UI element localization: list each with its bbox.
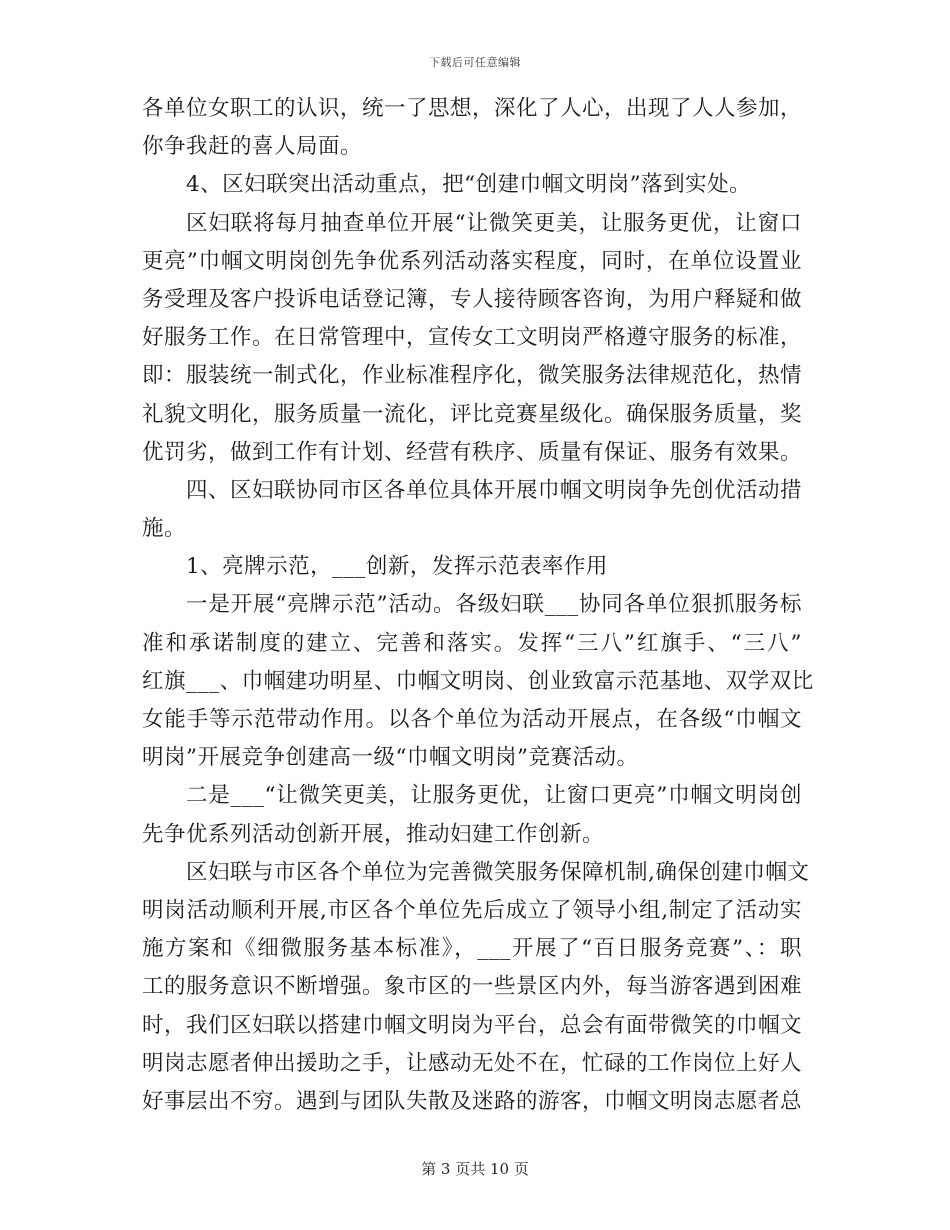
text-line: 4、区妇联突出活动重点，把“创建巾帼文明岗”落到实处。 bbox=[186, 172, 752, 198]
text-line: 一是开展“亮牌示范”活动。各级妇联___协同各单位狠抓服务标 bbox=[186, 592, 802, 618]
text-line: 礼貌文明化，服务质量一流化，评比竞赛星级化。确保服务质量，奖 bbox=[142, 401, 803, 427]
text-line: 务受理及客户投诉电话登记簿，专人接待顾客咨询，为用户释疑和做 bbox=[142, 286, 803, 312]
text-line: 四、区妇联协同市区各单位具体开展巾帼文明岗争先创优活动措 bbox=[186, 477, 803, 503]
text-line: 各单位女职工的认识，统一了思想，深化了人心，出现了人人参加， bbox=[142, 96, 803, 121]
text-line: 明岗活动顺利开展,市区各个单位先后成立了领导小组,制定了活动实 bbox=[142, 897, 802, 923]
text-line: 准和承诺制度的建立、完善和落实。发挥“三八”红旗手、“三八” bbox=[142, 630, 802, 656]
text-line: 红旗___、巾帼建功明星、巾帼文明岗、创业致富示范基地、双学双比 bbox=[142, 668, 814, 694]
text-line: 明岗”开展竞争创建高一级“巾帼文明岗”竞赛活动。 bbox=[142, 745, 639, 771]
text-line: 你争我赶的喜人局面。 bbox=[142, 134, 363, 160]
text-line: 区妇联将每月抽查单位开展“让微笑更美，让服务更优，让窗口 bbox=[186, 210, 802, 236]
header-note: 下载后可任意编辑 bbox=[429, 56, 521, 69]
page-number: 第 3 页共 10 页 bbox=[421, 1160, 529, 1178]
text-line: 1、亮牌示范，___创新，发挥示范表率作用 bbox=[186, 554, 608, 580]
text-line: 区妇联与市区各个单位为完善微笑服务保障机制,确保创建巾帼文 bbox=[186, 859, 810, 885]
text-line: 好服务工作。在日常管理中，宣传女工文明岗严格遵守服务的标准， bbox=[142, 325, 803, 351]
text-line: 优罚劣，做到工作有计划、经营有秩序、质量有保证、服务有效果。 bbox=[142, 439, 803, 465]
text-line: 时，我们区妇联以搭建巾帼文明岗为平台，总会有面带微笑的巾帼文 bbox=[142, 1012, 803, 1038]
body-text bbox=[142, 90, 814, 1121]
text-line: 二是___“让微笑更美，让服务更优，让窗口更亮”巾帼文明岗创 bbox=[186, 783, 802, 809]
text-line: 施。 bbox=[142, 516, 187, 542]
text-line: 施方案和《细微服务基本标准》，___开展了“百日服务竞赛”、：职 bbox=[142, 936, 802, 962]
text-line: 先争优系列活动创新开展，推动妇建工作创新。 bbox=[142, 821, 605, 847]
text-line: 好事层出不穷。遇到与团队失散及迷路的游客，巾帼文明岗志愿者总 bbox=[142, 1088, 803, 1114]
text-line: 女能手等示范带动作用。以各个单位为活动开展点，在各级“巾帼文 bbox=[142, 707, 802, 732]
text-line: 即：服装统一制式化，作业标准程序化，微笑服务法律规范化，热情 bbox=[142, 363, 803, 389]
text-line: 工的服务意识不断增强。象市区的一些景区内外，每当游客遇到困难 bbox=[142, 974, 803, 1000]
text-line: 更亮”巾帼文明岗创先争优系列活动落实程度，同时，在单位设置业 bbox=[142, 248, 802, 274]
text-line: 明岗志愿者伸出援助之手，让感动无处不在，忙碌的工作岗位上好人 bbox=[142, 1050, 803, 1076]
